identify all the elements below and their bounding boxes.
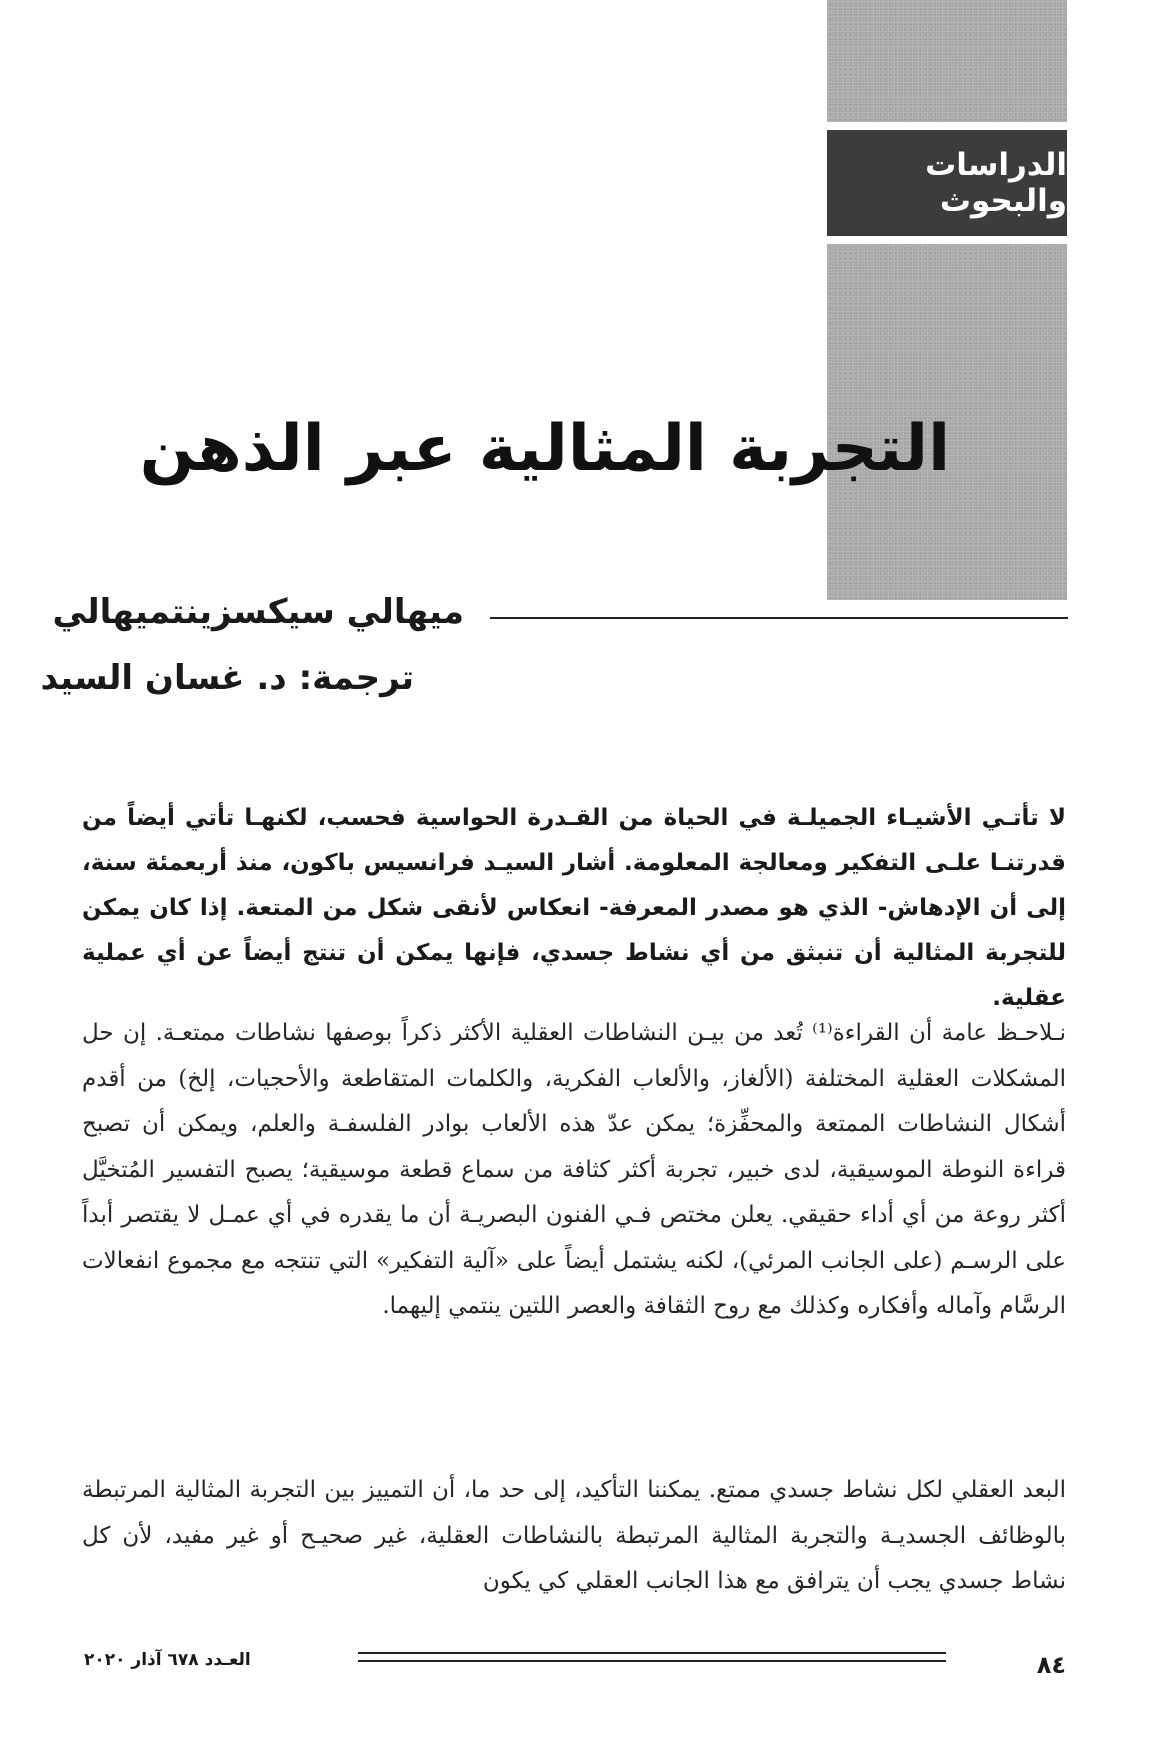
body-paragraph: نـلاحـظ عامة أن القراءة⁽¹⁾ تُعد من بيـن النشاطات العقلية الأكثر ذكراً بوصفها نشاطات ممتعـة. إن حل المشكلات العقلية المختلفة (الألغاز، والألعاب الفكرية، والكلمات المتقاطعة والأحجيات، إلخ) من أقدم أشكال النشاطات الممتعة والمحفِّزة؛ يمكن عدّ هذه الألعاب بوادر الفلسفـة والعلم، ويمكن أن تصبح قراءة النوطة الموسيقية، لدى خبير، تجربة أكثر كثافة من سماع قطعة موسيقية؛ يصبح التفسير المُتخيَّل أكثر روعة من أي أداء حقيقي. يعلن مختص فـي الفنون البصريـة أن ما يقدره في أي عمـل لا يقتصر أبداً على الرسـم (على الجانب المرئي)، لكنه يشتمل أيضاً على «آلية التفكير» التي تنتجه مع مجموع انفعالات الرسَّام وآماله وأفكاره وكذلك مع روح الثقافة والعصر اللتين ينتمي إليهما. bbox=[82, 1020, 1067, 1319]
issue-info: العـدد ٦٧٨ آذار ٢٠٢٠ bbox=[84, 1650, 251, 1670]
section-label: الدراسات والبحوث bbox=[925, 147, 1067, 219]
footer-divider bbox=[358, 1660, 946, 1662]
lead-paragraph: لا تأتـي الأشيـاء الجميلـة في الحياة من القـدرة الحواسية فحسب، لكنهـا تأتي أيضاً من قدرتنـا علـى التفكير ومعالجة المعلومة. أشار السيـد فرانسيس باكون، منذ أربعمئة سنة، إلى أن الإدهاش- الذي هو مصدر المعرفة- انعكاس لأنقى شكل من المتعة. إذا كان يمكن للتجربة المثالية أن تنبثق من أي نشاط جسدي، فإنها يمكن أن تنتج أيضاً عن أي عملية عقلية. bbox=[82, 805, 1066, 1011]
translator-credit: ترجمة: د. غسان السيد bbox=[40, 658, 414, 698]
page-number: ٨٤ bbox=[1036, 1651, 1066, 1679]
footer-divider bbox=[358, 1652, 946, 1654]
author-name: ميهالي سيكسزينتميهالي bbox=[52, 592, 464, 632]
body-paragraph: البعد العقلي لكل نشاط جسدي ممتع. يمكننا التأكيد، إلى حد ما، أن التمييز بين التجربة المثالية المرتبطة بالوظائف الجسديـة والتجربة المثالية المرتبطة بالنشاطات العقلية، غير صحيـح أو غير مفيد، لأن كل نشاط جسدي يجب أن يترافق مع هذا الجانب العقلي كي يكون bbox=[82, 1477, 1066, 1594]
decorative-gray-block-top bbox=[827, 0, 1067, 122]
author-divider bbox=[490, 617, 1068, 619]
section-tab bbox=[827, 130, 1067, 236]
article-title: التجربة المثالية عبر الذهن bbox=[139, 411, 950, 486]
